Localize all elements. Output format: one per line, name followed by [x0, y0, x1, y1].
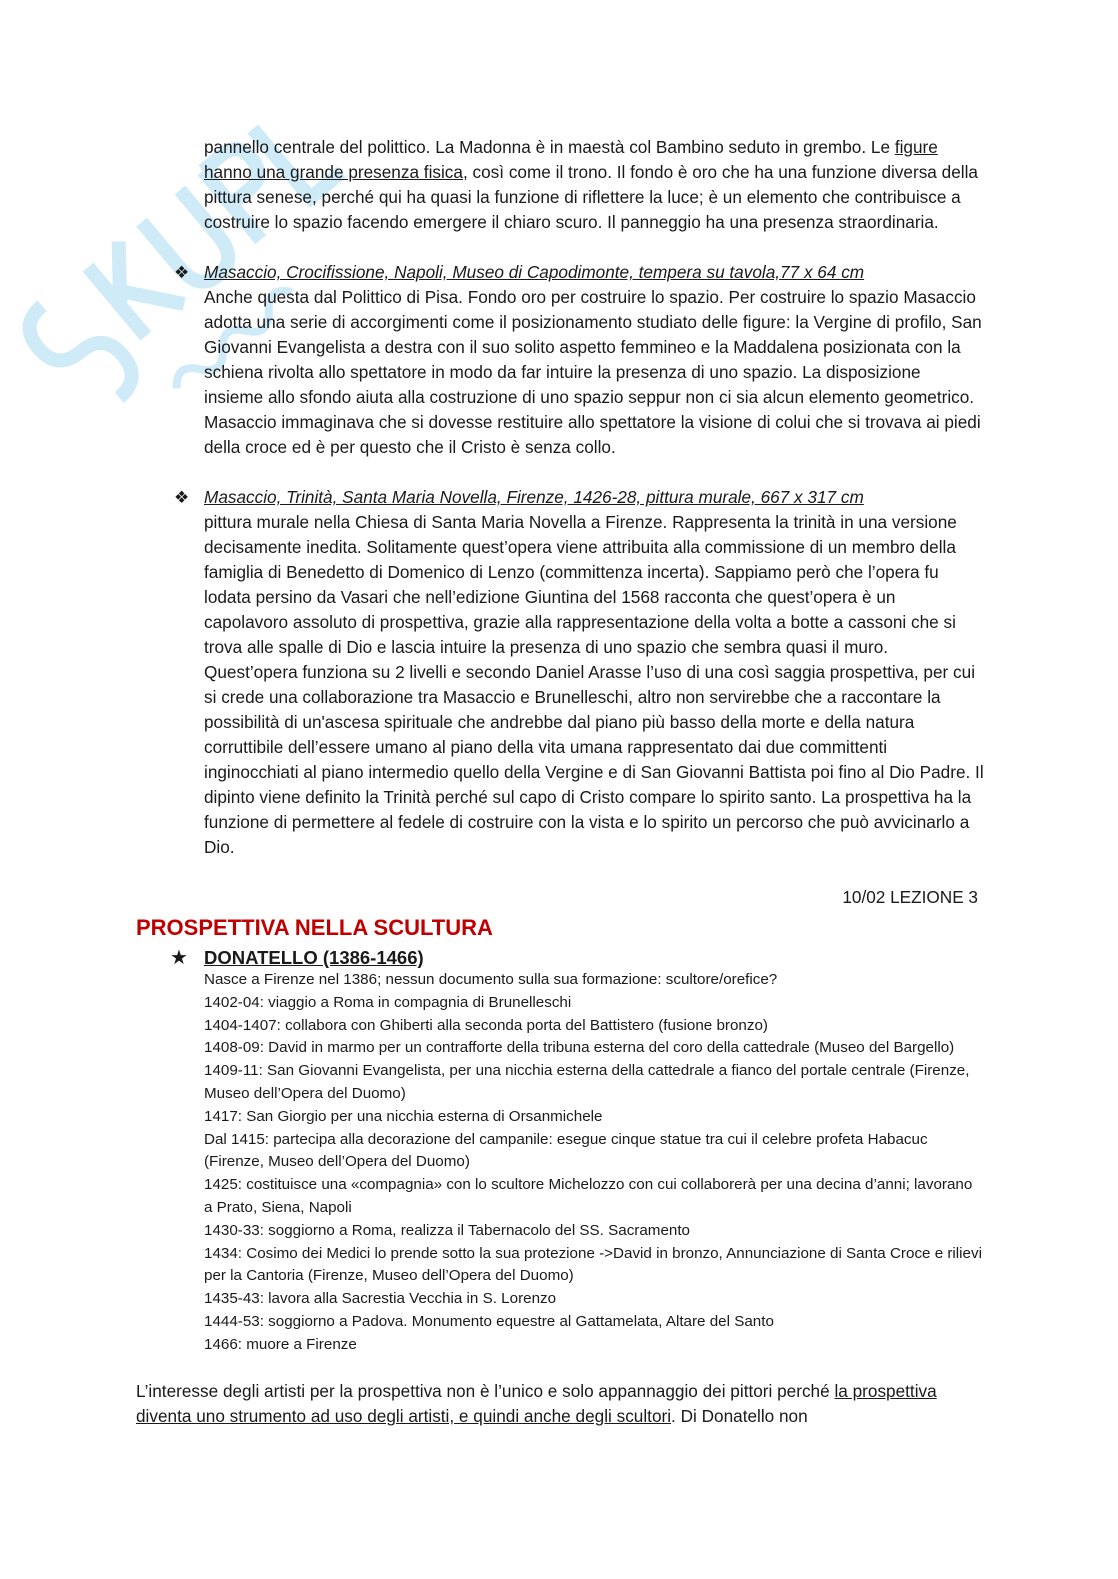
list-item: Dal 1415: partecipa alla decorazione del campanile: esegue cinque statue tra cui il celebre profeta Habacuc (Firenze, Museo dell’Opera del Duomo): [204, 1130, 928, 1171]
intro-paragraph: [204, 135, 984, 235]
intro-underlined: figure hanno una grande presenza fisica: [204, 137, 938, 182]
artwork-title-trinita: Masaccio, Trinità, Santa Maria Novella, Firenze, 1426-28, pittura murale, 667 x 317 cm: [204, 487, 864, 507]
list-item: 1404-1407: collabora con Ghiberti alla seconda porta del Battistero (fusione bronzo): [204, 1016, 768, 1034]
intro-text: [204, 135, 984, 235]
list-item: 1435-43: lavora alla Sacrestia Vecchia in S. Lorenzo: [204, 1290, 557, 1308]
section-heading: PROSPETTIVA NELLA SCULTURA: [136, 915, 493, 940]
outro-text-part1: L’interesse degli artisti per la prospettiva non è l’unico e solo appannaggio dei pittori perché: [136, 1381, 835, 1401]
crocifissione-text: Anche questa dal Polittico di Pisa. Fondo oro per costruire lo spazio. Per costruire lo spazio Masaccio adotta una serie di accorgimenti come il posizionamento studiato delle figure: la Vergine di profilo, San Giovanni Evangelista a destra con il suo solito aspetto femmineo e la Maddalena posizionata con la schiena rivolta allo spettatore in modo da far intuire la presenza di uno spazio. La disposizione insieme allo sfondo aiuta alla costruzione di uno spazio seppur non ci sia alcun elemento geometrico. Masaccio immaginava che si dovesse restituire allo spettatore la visione di colui che si trovava ai piedi della croce ed è per questo che il Cristo è senza collo.: [204, 287, 982, 457]
trinita-text: pittura murale nella Chiesa di Santa Maria Novella a Firenze. Rappresenta la trinità in una versione decisamente inedita. Solitamente quest’opera viene attribuita alla commissione di un membro della famiglia di Benedetto di Domenico di Lenzo (committenza incerta). Sappiamo però che l’opera fu lodata persino da Vasari che nell’edizione Giuntina del 1568 racconta che quest’opera è un capolavoro assoluto di prospettiva, grazie alla rappresentazione della volta a botte a cassoni che si trova alle spalle di Dio e lascia intuire la presenza di uno spazio che sembra quasi il muro. Quest’opera funziona su 2 livelli e secondo Daniel Arasse l’uso di una così saggia prospettiva, per cui si crede una collaborazione tra Masaccio e Brunelleschi, altro non servirebbe che a raccontare la possibilità di un'ascesa spirituale che andrebbe dal piano più basso della morte e della natura corruttibile dell’essere umano al piano della vita umana rappresentato dai due committenti inginocchiati al piano intermedio quello della Vergine e di San Giovanni Battista poi fino al Dio Padre. Il dipinto viene definito la Trinità perché sul capo di Cristo compare lo spirito santo. La prospettiva ha la funzione di permettere al fedele di costruire con la vista e lo spirito un percorso che può avvicinarlo a Dio.: [204, 512, 984, 857]
subsection-title: DONATELLO (1386-1466): [204, 947, 424, 968]
artwork-description-trinita: [204, 510, 984, 860]
diamond-bullet-icon: ❖: [174, 263, 190, 282]
artwork-description-crocifissione: [204, 285, 984, 460]
list-item: 1434: Cosimo dei Medici lo prende sotto la sua protezione ->David in bronzo, Annunciazione di Santa Croce e rilievi per la Cantoria (Firenze, Museo dell’Opera del Duomo): [204, 1244, 982, 1285]
list-item: 1402-04: viaggio a Roma in compagnia di Brunelleschi: [204, 993, 572, 1011]
list-item: 1408-09: David in marmo per un contrafforte della tribuna esterna del coro della cattedrale (Museo del Bargello): [204, 1039, 955, 1057]
outro-text-part2: . Di Donatello non: [671, 1406, 808, 1426]
star-icon: ★: [170, 947, 188, 969]
outro-underlined: la prospettiva diventa uno strumento ad uso degli artisti, e quindi anche degli scultori: [136, 1381, 937, 1426]
list-item: 1425: costituisce una «compagnia» con lo scultore Michelozzo con cui collaborerà per una decina d’anni; lavorano a Prato, Siena, Napoli: [204, 1176, 973, 1216]
artwork-title-crocifissione: Masaccio, Crocifissione, Napoli, Museo di Capodimonte, tempera su tavola,77 x 64 cm: [204, 262, 865, 282]
lesson-label: 10/02 LEZIONE 3: [842, 887, 978, 907]
intro-text-part2: , così come il trono. Il fondo è oro che ha una funzione diversa della pittura senese, perché qui ha quasi la funzione di riflettere la luce; è un elemento che contribuisce a costruire lo spazio facendo emergere il chiaro scuro. Il panneggio ha una presenza straordinaria.: [204, 162, 978, 232]
biography-list: [204, 969, 984, 1357]
list-item: Nasce a Firenze nel 1386; nessun documento sulla sua formazione: scultore/orefice?: [204, 971, 778, 988]
list-item: 1444-53: soggiorno a Padova. Monumento equestre al Gattamelata, Altare del Santo: [204, 1312, 774, 1330]
list-item: 1417: San Giorgio per una nicchia esterna di Orsanmichele: [204, 1107, 603, 1125]
list-item: 1466: muore a Firenze: [204, 1335, 357, 1353]
list-item: 1430-33: soggiorno a Roma, realizza il Tabernacolo del SS. Sacramento: [204, 1221, 690, 1239]
intro-text-part1: pannello centrale del polittico. La Madonna è in maestà col Bambino seduto in grembo. Le: [204, 137, 895, 157]
list-item: 1409-11: San Giovanni Evangelista, per una nicchia esterna della cattedrale a fianco del portale centrale (Firenze, Museo dell’Opera del Duomo): [204, 1062, 970, 1102]
outro-paragraph: [136, 1379, 986, 1429]
diamond-bullet-icon: ❖: [174, 488, 190, 507]
